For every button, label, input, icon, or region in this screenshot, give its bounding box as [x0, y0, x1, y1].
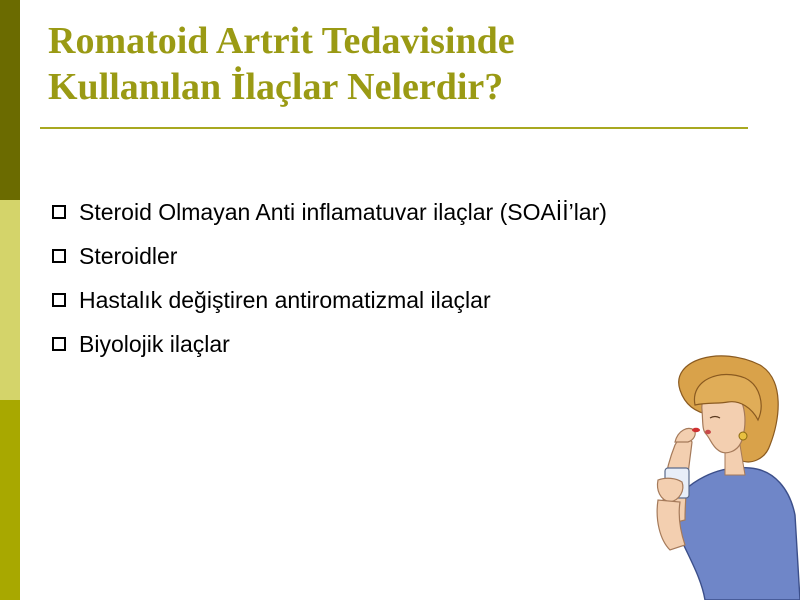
hollow-square-bullet-icon [52, 205, 66, 219]
slide-title-line-1: Romatoid Artrit Tedavisinde [48, 20, 515, 62]
hollow-square-bullet-icon [52, 337, 66, 351]
bullet-item [52, 240, 607, 284]
side-bar-bottom [0, 400, 20, 600]
bullet-item [52, 284, 607, 328]
bullet-text: Biyolojik ilaçlar [79, 331, 230, 357]
bullet-list [52, 196, 607, 372]
side-bar-top [0, 0, 20, 200]
slide-title-line-2: Kullanılan İlaçlar Nelerdir? [48, 66, 504, 108]
bullet-text: Hastalık değiştiren antiromatizmal ilaçlar [79, 287, 491, 313]
bullet-text: Steroidler [79, 243, 178, 269]
hollow-square-bullet-icon [52, 293, 66, 307]
bullet-text: Steroid Olmayan Anti inflamatuvar ilaçlar (SOAİİ’lar) [79, 199, 607, 225]
side-bar-middle [0, 200, 20, 400]
slide-title [48, 18, 748, 110]
woman-taking-pill-illustration [630, 350, 800, 600]
hollow-square-bullet-icon [52, 249, 66, 263]
title-divider [40, 127, 748, 129]
bullet-item [52, 328, 607, 372]
bullet-item [52, 196, 607, 240]
